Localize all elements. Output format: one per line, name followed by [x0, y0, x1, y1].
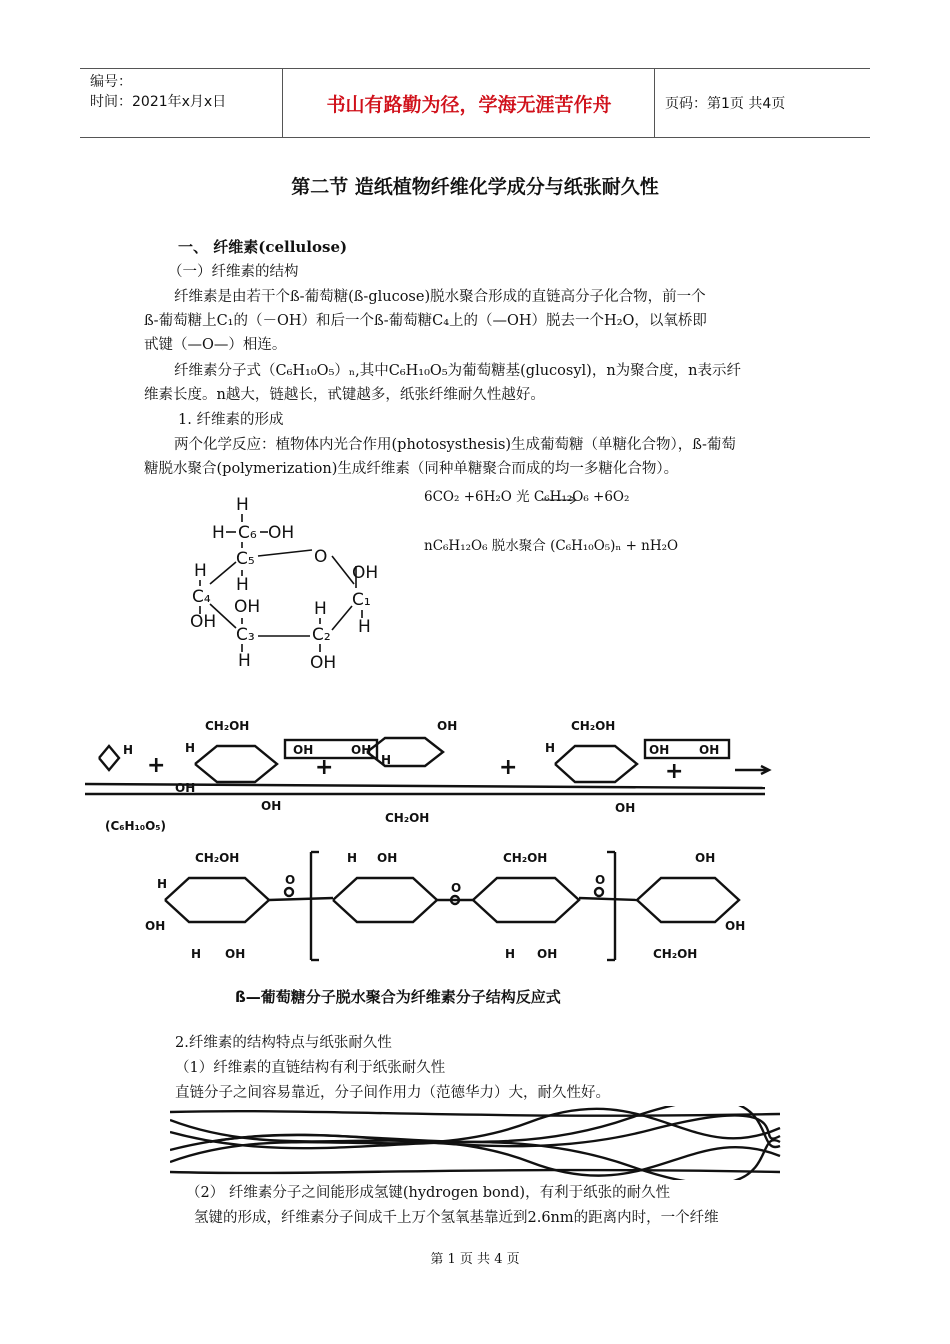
figure-caption: ß—葡萄糖分子脱水聚合为纤维素分子结构反应式	[235, 988, 561, 1006]
figure-h-3: H	[545, 741, 556, 755]
figure-ch2oh-2: CH₂OH	[385, 811, 430, 825]
glucose-c6: C₆	[238, 523, 257, 543]
item-2-heading: 2.纤维素的结构特点与纸张耐久性	[175, 1035, 392, 1051]
figure-h-2: H	[381, 753, 392, 767]
glucose-oh-c2: OH	[310, 653, 337, 673]
page-title: 第二节 造纸植物纤维化学成分与纸张耐久性	[291, 176, 659, 198]
figure-oh-top-1: OH	[437, 719, 458, 733]
figure-h-4: H	[347, 851, 358, 865]
glucose-c1: C₁	[352, 590, 371, 610]
figure-bridge-o-1: O	[285, 873, 296, 887]
figure-oh-6: OH	[695, 851, 716, 865]
figure-oh-box-1: OH	[293, 743, 314, 757]
paragraph-1-line-1: 纤维素是由若干个ß-葡萄糖(ß-glucose)脱水聚合形成的直链高分子化合物，前一个	[174, 289, 706, 305]
header-page-number: 页码：第1页 共4页	[665, 96, 786, 112]
figure-oh-box-3: OH	[649, 743, 670, 757]
figure-oh-left: OH	[175, 781, 196, 795]
paragraph-3-line-2: 糖脱水聚合(polymerization)生成纤维素（同种单糖聚合而成的均一多糖化合物）。	[144, 461, 679, 477]
glucose-c2: C₂	[312, 625, 331, 645]
header-motto: 书山有路勤为径，学海无涯苦作舟	[326, 94, 612, 116]
glucose-h-c3: H	[238, 651, 251, 671]
figure-h-7: H	[505, 947, 516, 961]
figure-ch2oh-6: CH₂OH	[653, 947, 698, 961]
glucose-h-c6: H	[212, 523, 225, 543]
glucose-ring-diagram	[180, 490, 410, 680]
paragraph-2-line-1: 纤维素分子式（C₆H₁₀O₅）ₙ,其中C₆H₁₀O₅为葡萄糖基(glucosyl)，n为聚合度，n表示纤	[174, 363, 742, 379]
header-meta	[90, 72, 226, 112]
figure-oh-box-4: OH	[699, 743, 720, 757]
figure-plus-1: +	[147, 753, 166, 778]
header-time: 时间：2021年x月x日	[90, 94, 227, 110]
paragraph-hydrogen-bond: 氢键的形成，纤维素分子间成千上万个氢氧基靠近到2.6nm的距离内时，一个纤维	[194, 1210, 719, 1226]
figure-oh-10: OH	[725, 919, 746, 933]
glucose-oh-c6: OH	[268, 523, 295, 543]
figure-ch2oh-4: CH₂OH	[195, 851, 240, 865]
equation-polymerization: nC₆H₁₂O₆ 脱水聚合 (C₆H₁₀O₅)ₙ + nH₂O	[424, 538, 679, 554]
subheading-structure: （一）纤维素的结构	[168, 264, 299, 280]
figure-oh-box-2: OH	[351, 743, 372, 757]
figure-ch2oh-1: CH₂OH	[205, 719, 250, 733]
figure-oh-8: OH	[225, 947, 246, 961]
glucose-c3: C₃	[236, 625, 255, 645]
figure-ch2oh-3: CH₂OH	[571, 719, 616, 733]
header-divider-right	[654, 69, 655, 137]
section-heading-cellulose: 一、 纤维素(cellulose)	[178, 238, 348, 256]
figure-bridge-o-2: O	[451, 881, 462, 895]
polymerization-figure	[85, 712, 785, 1012]
figure-h-left: H	[123, 743, 134, 757]
reaction-arrow-icon	[540, 488, 580, 504]
header-number: 编号：	[90, 74, 132, 90]
figure-plus-3: +	[499, 755, 518, 780]
paragraph-2-line-2: 维素长度。n越大，链越长，甙键越多，纸张纤维耐久性越好。	[144, 387, 545, 403]
figure-plus-4: +	[665, 759, 684, 784]
figure-oh-bottom-2: OH	[615, 801, 636, 815]
figure-ch2oh-5: CH₂OH	[503, 851, 548, 865]
paragraph-van-der-waals: 直链分子之间容易靠近，分子间作用力（范德华力）大，耐久性好。	[175, 1085, 610, 1101]
glucose-c5: C₅	[236, 549, 255, 569]
subheading-straight-chain: （1）纤维素的直链结构有利于纸张耐久性	[175, 1060, 446, 1076]
paragraph-3-line-1: 两个化学反应：植物体内光合作用(photosysthesis)生成葡萄糖（单糖化合物），ß-葡萄	[174, 437, 736, 453]
figure-oh-7: OH	[145, 919, 166, 933]
figure-plus-2: +	[315, 755, 334, 780]
figure-h-6: H	[191, 947, 202, 961]
page-footer: 第 1 页 共 4 页	[430, 1252, 520, 1267]
figure-oh-9: OH	[537, 947, 558, 961]
paragraph-1-line-2: ß-葡萄糖上C₁的（－OH）和后一个ß-葡萄糖C₄上的（—OH）脱去一个H₂O，以氧桥即	[144, 313, 707, 329]
glucose-ring-o: O	[314, 547, 328, 567]
glucose-oh-c1: OH	[352, 563, 379, 583]
figure-oh-bottom-1: OH	[261, 799, 282, 813]
glucose-h-c2: H	[314, 599, 327, 619]
glucose-oh-c4: OH	[190, 612, 217, 632]
glucose-oh-c3: OH	[234, 597, 261, 617]
glucose-c4: C₄	[192, 587, 211, 607]
glucose-h-c5: H	[236, 575, 249, 595]
equation-photosynthesis: 6CO₂ +6H₂O 光 C₆H₁₂O₆ +6O₂	[424, 489, 630, 505]
paragraph-1-line-3: 甙键（—O—）相连。	[144, 337, 287, 353]
header-divider-left	[282, 69, 283, 137]
subheading-hydrogen-bond: （2） 纤维素分子之间能形成氢键(hydrogen bond)，有利于纸张的耐久性	[186, 1185, 671, 1201]
item-1-heading: 1. 纤维素的形成	[178, 412, 284, 428]
fiber-bundle-illustration	[170, 1106, 785, 1180]
glucose-h-c1: H	[358, 617, 371, 637]
glucose-h-c4: H	[194, 561, 207, 581]
figure-formula-label: (C₆H₁₀O₅)	[105, 819, 167, 833]
figure-h-5: H	[157, 877, 168, 891]
glucose-h-top: H	[236, 495, 249, 515]
figure-h-1: H	[185, 741, 196, 755]
figure-bridge-o-3: O	[595, 873, 606, 887]
figure-oh-5: OH	[377, 851, 398, 865]
